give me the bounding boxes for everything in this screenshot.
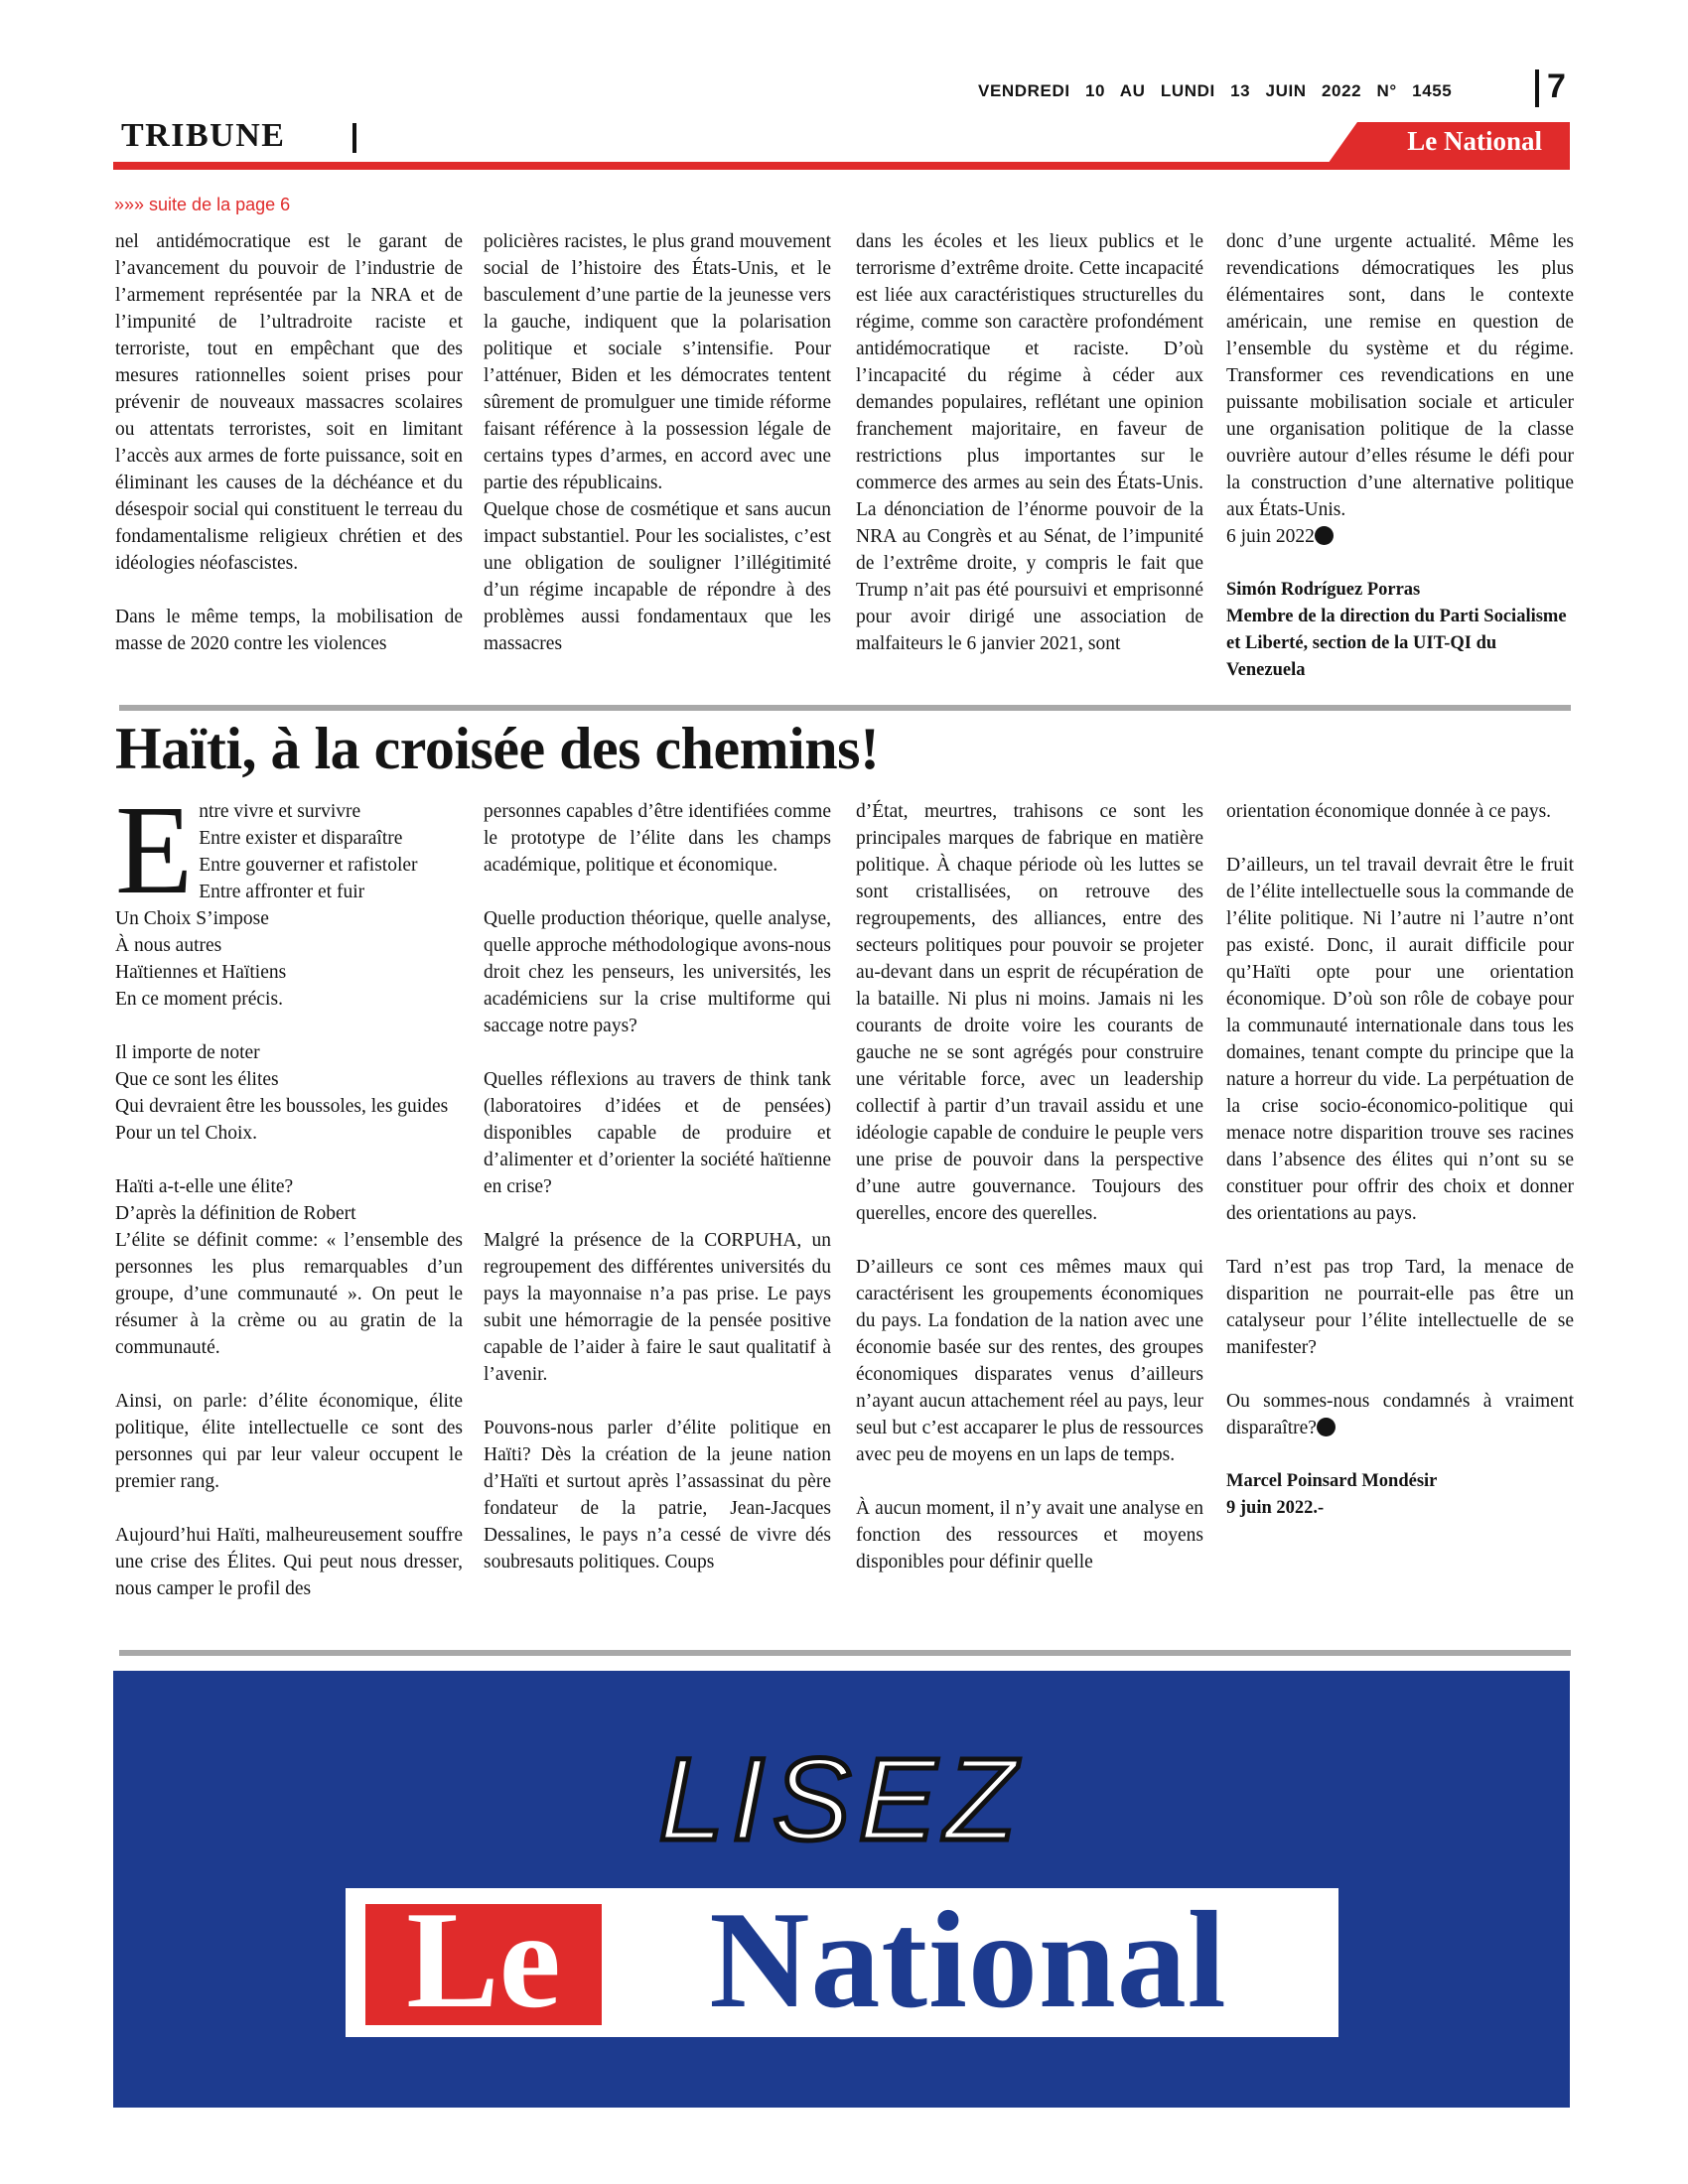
ad-logo-national: National	[709, 1883, 1227, 2037]
end-mark-icon	[1315, 526, 1334, 545]
section-divider	[352, 123, 356, 153]
paragraph: L’élite se définit comme: « l’ensemble des personnes les plus remarquables d’un groupe, d’une communauté ». On peut le résumer à la crème ou au gratin de la communauté.	[115, 1230, 463, 1358]
issue-date-line: VENDREDI 10 AU LUNDI 13 JUIN 2022 N° 1455	[978, 81, 1453, 100]
paragraph: orientation économique donnée à ce pays.	[1226, 801, 1552, 822]
closing-paragraph: Ou sommes-nous condamnés à vraiment disparaître?	[1226, 1391, 1574, 1438]
end-mark-icon	[1317, 1418, 1336, 1436]
article1-column-3	[856, 228, 1203, 657]
verse-line: Que ce sont les élites	[115, 1069, 279, 1090]
author-name: Simón Rodríguez Porras	[1226, 580, 1421, 600]
author-name: Marcel Poinsard Mondésir	[1226, 1471, 1438, 1491]
article-separator	[119, 705, 1571, 711]
paragraph: nel antidémocratique est le garant de l’avancement du pouvoir de l’industrie de l’armement représentée par la NRA et de l’impunité de l’ultradroite raciste et terroriste, tout en empêchant que des mesures rationnelles soient prises pour prévenir de nouveaux massacres scolaires ou attentats terroristes, soit en limitant l’accès aux armes de forte puissance, soit en éliminant les causes de la déchéance et du désespoir social qui constituent le terreau du fondamentalisme religieux chrétien et des idéologies néofascistes.	[115, 231, 463, 574]
verse-line: Entre exister et disparaître	[199, 828, 403, 849]
article1-column-1	[115, 228, 463, 657]
article2-column-2	[484, 798, 831, 1575]
opening-verse	[115, 779, 463, 1227]
article2-column-3	[856, 798, 1203, 1575]
ad-separator	[119, 1650, 1571, 1656]
verse-line: ntre vivre et survivre	[199, 801, 361, 822]
article-date: 9 juin 2022.-	[1226, 1498, 1325, 1518]
article2-column-1	[115, 779, 463, 1602]
paragraph: Quelque chose de cosmétique et sans aucun impact substantiel. Pour les socialistes, c’est une obligation de souligner l’illégitimité d’un régime incapable de répondre à des problèmes aussi fondamentaux que les massacres	[484, 499, 831, 654]
verse-line: Qui devraient être les boussoles, les guides	[115, 1096, 449, 1117]
paragraph: Malgré la présence de la CORPUHA, un regroupement des différentes universités du pays la mayonnaise n’a pas prise. Le pays subit une hémorragie de la pensée positive capable de l’aider à faire le saut qualitatif à l’avenir.	[484, 1230, 831, 1385]
paragraph: D’ailleurs ce sont ces mêmes maux qui caractérisent les groupements économiques du pays. La fondation de la nation avec une économie basée sur des rentes, des groupes économiques disparates venus d’ailleurs n’ayant aucun attachement réel au pays, leur seul but c’est accaparer le plus de ressources avec peu de moyens en un laps de temps.	[856, 1257, 1203, 1465]
verse-line: Il importe de noter	[115, 1042, 260, 1063]
article-headline: Haïti, à la croisée des chemins!	[115, 716, 880, 781]
paragraph: dans les écoles et les lieux publics et le terrorisme d’extrême droite. Cette incapacité est liée aux caractéristiques structurelles du régime, comme son caractère profondément antidémocratique et raciste. D’où l’incapacité du régime à céder aux demandes populaires, reflétant une opinion franchement majoritaire, en faveur de restrictions plus importantes sur le commerce des armes au sein des États-Unis. La dénonciation de l’énorme pouvoir de la NRA au Congrès et au Sénat, de l’impunité de l’extrême droite, y compris le fait que Trump n’ait pas été poursuivi et emprisonné pour avoir dirigé une association de malfaiteurs le 6 janvier 2021, sont	[856, 231, 1203, 654]
continued-from-label: »»» suite de la page 6	[114, 195, 291, 214]
paragraph: Aujourd’hui Haïti, malheureusement souffre une crise des Élites. Qui peut nous dresser, nous camper le profil des	[115, 1525, 463, 1599]
ad-logo-le: Le	[406, 1883, 561, 2037]
article1-column-4	[1226, 228, 1574, 684]
paragraph: À aucun moment, il n’y avait une analyse en fonction des ressources et moyens disponibles pour définir quelle	[856, 1498, 1203, 1572]
brand-tab-label: Le National	[1407, 126, 1542, 156]
paragraph: personnes capables d’être identifiées comme le prototype de l’élite dans les champs académique, politique et économique.	[484, 801, 831, 876]
paragraph: D’ailleurs, un tel travail devrait être le fruit de l’élite intellectuelle sous la commande de l’élite politique. Ni l’autre ni l’autre n’ont pas existé. Donc, il aurait difficile pour qu’Haïti opte pour une orientation économique. D’où son rôle de cobaye pour la communauté internationale dans tous les domaines, tenant compte du principe que la nature a horreur du vide. La perpétuation de la crise socio-économico-politique qui menace notre disparition trouve ses racines dans l’absence des élites qui n’ont su se constituer pour offrir des choix et donner des orientations au pays.	[1226, 855, 1574, 1224]
verse-line: À nous autres	[115, 935, 222, 956]
paragraph: d’État, meurtres, trahisons ce sont les principales marques de fabrique en matière politique. À chaque période où les luttes se sont cristallisées, on retrouve des regroupements, des alliances, entre des secteurs politiques pour pouvoir se projeter au-devant dans un esprit de récupération de la bataille. Ni plus ni moins. Jamais ni les courants de droite voire les courants de gauche ne se sont agrégés pour construire une véritable force, avec un leadership collectif à partir d’un travail assidu et une idéologie capable de conduire le peuple vers une prise de pouvoir dans la perspective d’une autre gouvernance. Toujours des querelles, encore des querelles.	[856, 801, 1203, 1224]
verse-line: Entre gouverner et rafistoler	[199, 855, 418, 876]
article2-column-4	[1226, 798, 1574, 1522]
ad-headline: LISEZ	[658, 1734, 1025, 1865]
article-date: 6 juin 2022	[1226, 523, 1574, 550]
verse-line: D’après la définition de Robert	[115, 1203, 356, 1224]
paragraph: donc d’une urgente actualité. Même les revendications démocratiques les plus élémentaires sont, dans le contexte américain, une remise en question de l’ensemble du système et du régime. Transformer ces revendications en une puissante mobilisation sociale et articuler une organisation politique de la classe ouvrière autour d’elles résume le défi pour la construction d’une alternative politique aux États-Unis.	[1226, 231, 1574, 520]
verse-line: Pour un tel Choix.	[115, 1123, 258, 1144]
verse-line: Haïtiennes et Haïtiens	[115, 962, 287, 983]
author-title: Membre de la direction du Parti Socialisme et Liberté, section de la UIT-QI du Venezuela	[1226, 607, 1567, 680]
verse-line: Un Choix S’impose	[115, 908, 269, 929]
verse-line: En ce moment précis.	[115, 989, 283, 1010]
paragraph: Quelles réflexions au travers de think tank (laboratoires d’idées et de pensées) disponibles capable de produire et d’alimenter et d’orienter la société haïtienne en crise?	[484, 1069, 831, 1197]
paragraph: Ainsi, on parle: d’élite économique, élite politique, élite intellectuelle ce sont des personnes qui par leur valeur occupent le premier rang.	[115, 1391, 463, 1492]
header-divider	[1535, 69, 1539, 107]
verse-line: Haïti a-t-elle une élite?	[115, 1176, 294, 1197]
paragraph: Tard n’est pas trop Tard, la menace de disparition ne pourrait-elle pas être un catalyseur pour l’élite intellectuelle de se manifester?	[1226, 1257, 1574, 1358]
page-number: 7	[1547, 68, 1566, 105]
article1-column-2	[484, 228, 831, 657]
paragraph: policières racistes, le plus grand mouvement social de l’histoire des États-Unis, et le basculement d’une partie de la jeunesse vers la gauche, indiquent que la polarisation politique et sociale s’intensifie. Pour l’atténuer, Biden et les démocrates tentent sûrement de promulguer une timide réforme faisant référence à la possession légale de certains types d’armes, en accord avec une partie des républicains.	[484, 231, 831, 493]
paragraph: Pouvons-nous parler d’élite politique en Haïti? Dès la création de la jeune nation d’Haïti et surtout après l’assassinat du père fondateur de la patrie, Jean-Jacques Dessalines, le pays n’a cessé de vivre dés soubresauts politiques. Coups	[484, 1418, 831, 1572]
paragraph: Quelle production théorique, quelle analyse, quelle approche méthodologique avons-nous droit chez les penseurs, les universités, les académiciens sur la crise multiforme qui saccage notre pays?	[484, 908, 831, 1036]
verse-line: Entre affronter et fuir	[199, 882, 365, 902]
section-title: TRIBUNE	[121, 117, 286, 154]
drop-cap: E	[115, 779, 194, 920]
paragraph: Dans le même temps, la mobilisation de masse de 2020 contre les violences	[115, 607, 463, 654]
